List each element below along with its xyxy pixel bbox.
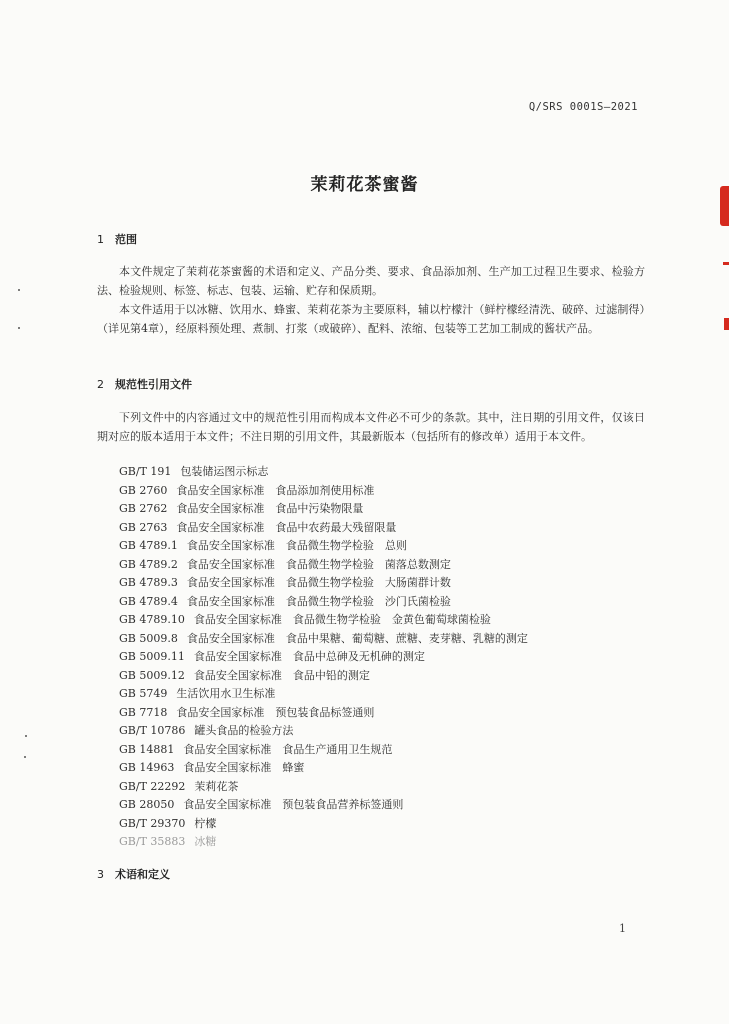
seal-fragment [724,318,729,330]
section-1-title: 范围 [115,233,137,246]
reference-item [119,611,528,630]
page-number: 1 [619,922,626,935]
reference-item [119,667,528,686]
reference-title: 茉莉花茶 [194,779,239,793]
reference-item [119,778,528,797]
document-code: Q/SRS 0001S—2021 [528,101,638,113]
reference-title: 食品安全国家标准 食品生产通用卫生规范 [183,742,393,756]
reference-item [119,593,528,612]
reference-code: GB 5009.11 [119,650,185,663]
reference-item [119,759,528,778]
reference-code: GB/T 22292 [119,779,186,793]
section-1-number: 1 [97,233,104,246]
reference-code: GB 4789.2 [119,557,178,571]
reference-code: GB 2760 [119,483,168,497]
reference-code: GB 4789.3 [119,576,178,589]
reference-title: 食品安全国家标准 蜂蜜 [183,761,305,774]
reference-item [119,556,528,575]
reference-title: 食品安全国家标准 食品微生物学检验 菌落总数测定 [186,557,451,571]
reference-title: 食品安全国家标准 食品中农药最大残留限量 [176,520,397,534]
reference-item [119,741,528,760]
reference-item [119,833,528,852]
reference-item [119,500,528,519]
normative-references-list [119,463,528,852]
scan-speck [24,756,26,758]
section-2-paragraph-1: 下列文件中的内容通过文中的规范性引用而构成本文件必不可少的条款。其中，注日期的引用文件，仅该日期对应的版本适用于本文件；不注日期的引用文件，其最新版本（包括所有的修改单）适用于本文件。 [97,411,645,443]
reference-code: GB 5009.12 [119,668,185,682]
reference-title: 食品安全国家标准 食品微生物学检验 大肠菌群计数 [186,576,451,589]
section-1-heading [97,231,137,247]
reference-title: 柠檬 [194,816,217,830]
reference-code: GB 4789.4 [119,594,178,608]
reference-title: 食品安全国家标准 食品微生物学检验 沙门氏菌检验 [186,594,451,608]
reference-code: GB 4789.1 [119,539,178,552]
reference-title: 生活饮用水卫生标准 [176,687,276,700]
reference-title: 包装储运图示标志 [180,465,269,478]
reference-title: 食品安全国家标准 食品添加剂使用标准 [176,483,375,497]
reference-code: GB 14963 [119,761,175,774]
reference-title: 食品安全国家标准 预包装食品营养标签通则 [183,798,404,811]
reference-title: 食品安全国家标准 食品中果糖、葡萄糖、蔗糖、麦芽糖、乳糖的测定 [186,631,528,645]
reference-item [119,482,528,501]
reference-item [119,537,528,556]
reference-title: 食品安全国家标准 食品中污染物限量 [176,502,364,515]
document-title: 茉莉花茶蜜酱 [310,175,419,195]
reference-item [119,519,528,538]
reference-code: GB 2763 [119,520,168,534]
reference-item [119,648,528,667]
reference-title: 食品安全国家标准 食品中铅的测定 [193,668,370,682]
section-1-paragraph-1: 本文件规定了茉莉花茶蜜酱的术语和定义、产品分类、要求、食品添加剂、生产加工过程卫生要求、检验方法、检验规则、标签、标志、包装、运输、贮存和保质期。 [97,265,645,297]
reference-item [119,815,528,834]
section-2-title: 规范性引用文件 [115,378,192,391]
reference-code: GB 28050 [119,798,175,811]
scan-speck [18,327,20,329]
section-2-heading [97,376,192,392]
reference-code: GB 5749 [119,687,168,700]
reference-item [119,704,528,723]
scan-speck [18,289,20,291]
reference-title: 食品安全国家标准 食品中总砷及无机砷的测定 [193,650,425,663]
reference-title: 冰糖 [194,835,217,848]
reference-item [119,796,528,815]
reference-title: 罐头食品的检验方法 [194,724,294,737]
reference-title: 食品安全国家标准 食品微生物学检验 总则 [186,539,407,552]
reference-code: GB/T 35883 [119,835,186,848]
scan-speck [25,735,27,737]
seal-fragment [723,262,729,265]
reference-item [119,463,528,482]
section-3-title: 术语和定义 [115,868,170,881]
reference-code: GB 5009.8 [119,631,178,645]
reference-item [119,574,528,593]
reference-code: GB/T 29370 [119,816,186,830]
reference-code: GB 2762 [119,502,168,515]
seal-fragment [720,186,729,226]
reference-item [119,685,528,704]
reference-item [119,630,528,649]
section-3-heading [97,866,170,882]
reference-code: GB 7718 [119,705,168,719]
reference-code: GB 4789.10 [119,613,185,626]
reference-item [119,722,528,741]
section-2-number: 2 [97,378,104,391]
section-1-paragraph-2: 本文件适用于以冰糖、饮用水、蜂蜜、茉莉花茶为主要原料，辅以柠檬汁（鲜柠檬经清洗、破碎、过滤制得）（详见第4章），经原料预处理、煮制、打浆（或破碎）、配料、浓缩、包装等工艺加工制成的酱状产品。 [97,303,645,335]
reference-title: 食品安全国家标准 预包装食品标签通则 [176,705,375,719]
reference-code: GB/T 10786 [119,724,186,737]
section-3-number: 3 [97,868,104,881]
reference-code: GB/T 191 [119,465,172,478]
reference-code: GB 14881 [119,742,175,756]
reference-title: 食品安全国家标准 食品微生物学检验 金黄色葡萄球菌检验 [193,613,491,626]
